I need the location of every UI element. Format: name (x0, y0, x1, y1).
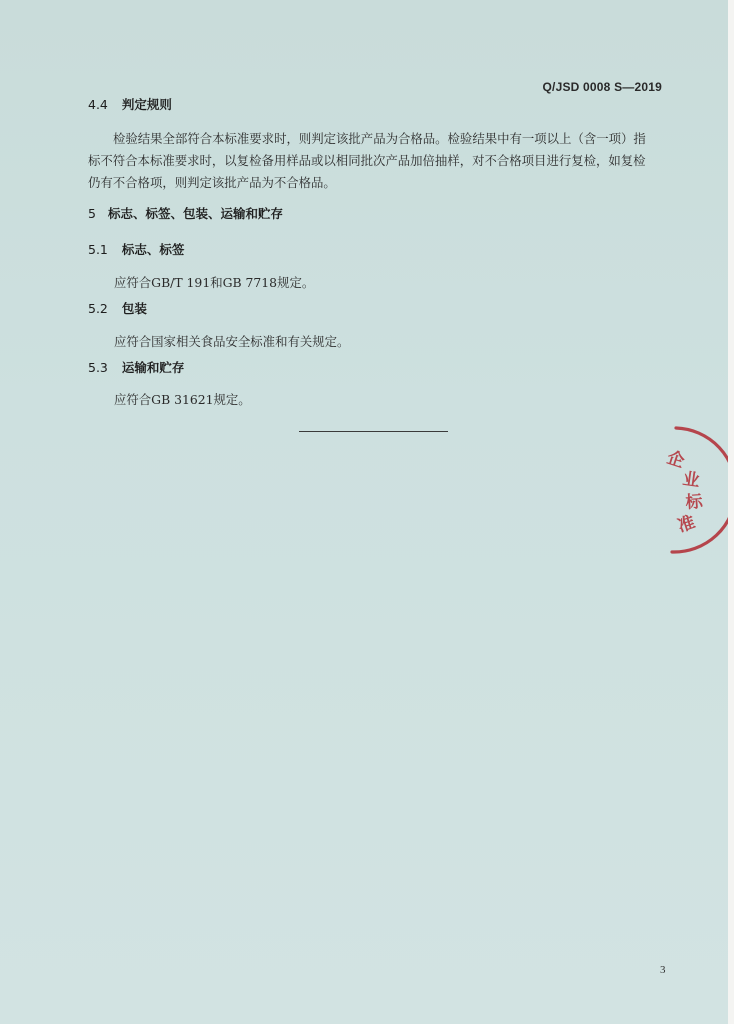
section-5-2-text: 应符合国家相关食品安全标准和有关规定。 (114, 334, 350, 349)
page-edge (728, 0, 734, 1024)
svg-text:准: 准 (675, 512, 698, 537)
paragraph-line: 检验结果全部符合本标准要求时，则判定该批产品为合格品。检验结果中有一项以上（含一项）指 (113, 131, 646, 146)
document-code: Q/JSD 0008 S—2019 (542, 80, 662, 94)
section-title: 运输和贮存 (121, 360, 185, 375)
section-title: 标志、标签 (121, 242, 185, 257)
section-5-1-text: 应符合GB/T 191和GB 7718规定。 (114, 275, 315, 290)
end-of-document-rule (299, 431, 448, 432)
section-number: 5.2 (88, 301, 108, 316)
section-number: 4.4 (88, 97, 108, 112)
seal-stamp-graphic (598, 420, 734, 560)
svg-text:业: 业 (681, 469, 701, 492)
svg-text:企: 企 (664, 447, 687, 473)
section-title: 标志、标签、包装、运输和贮存 (107, 206, 283, 221)
section-heading-4-4 (88, 95, 172, 113)
paragraph-line: 标不符合本标准要求时，以复检备用样品或以相同批次产品加倍抽样，对不合格项目进行复检，如复检 (88, 153, 646, 168)
section-number: 5.1 (88, 242, 108, 257)
section-title: 包装 (121, 301, 147, 316)
section-5-3-text: 应符合GB 31621规定。 (114, 392, 251, 407)
page-number: 3 (660, 964, 666, 976)
section-title: 判定规则 (121, 97, 172, 112)
svg-text:标: 标 (684, 491, 704, 513)
section-number: 5.3 (88, 360, 108, 375)
seal-stamp (598, 420, 734, 560)
section-heading-5-1 (88, 240, 184, 258)
section-heading-5-3 (88, 358, 184, 376)
paragraph-line: 仍有不合格项，则判定该批产品为不合格品。 (88, 175, 336, 190)
section-4-4-paragraph (88, 128, 670, 194)
section-number: 5 (88, 206, 96, 221)
section-heading-5-2 (88, 299, 147, 317)
section-heading-5 (88, 204, 283, 222)
